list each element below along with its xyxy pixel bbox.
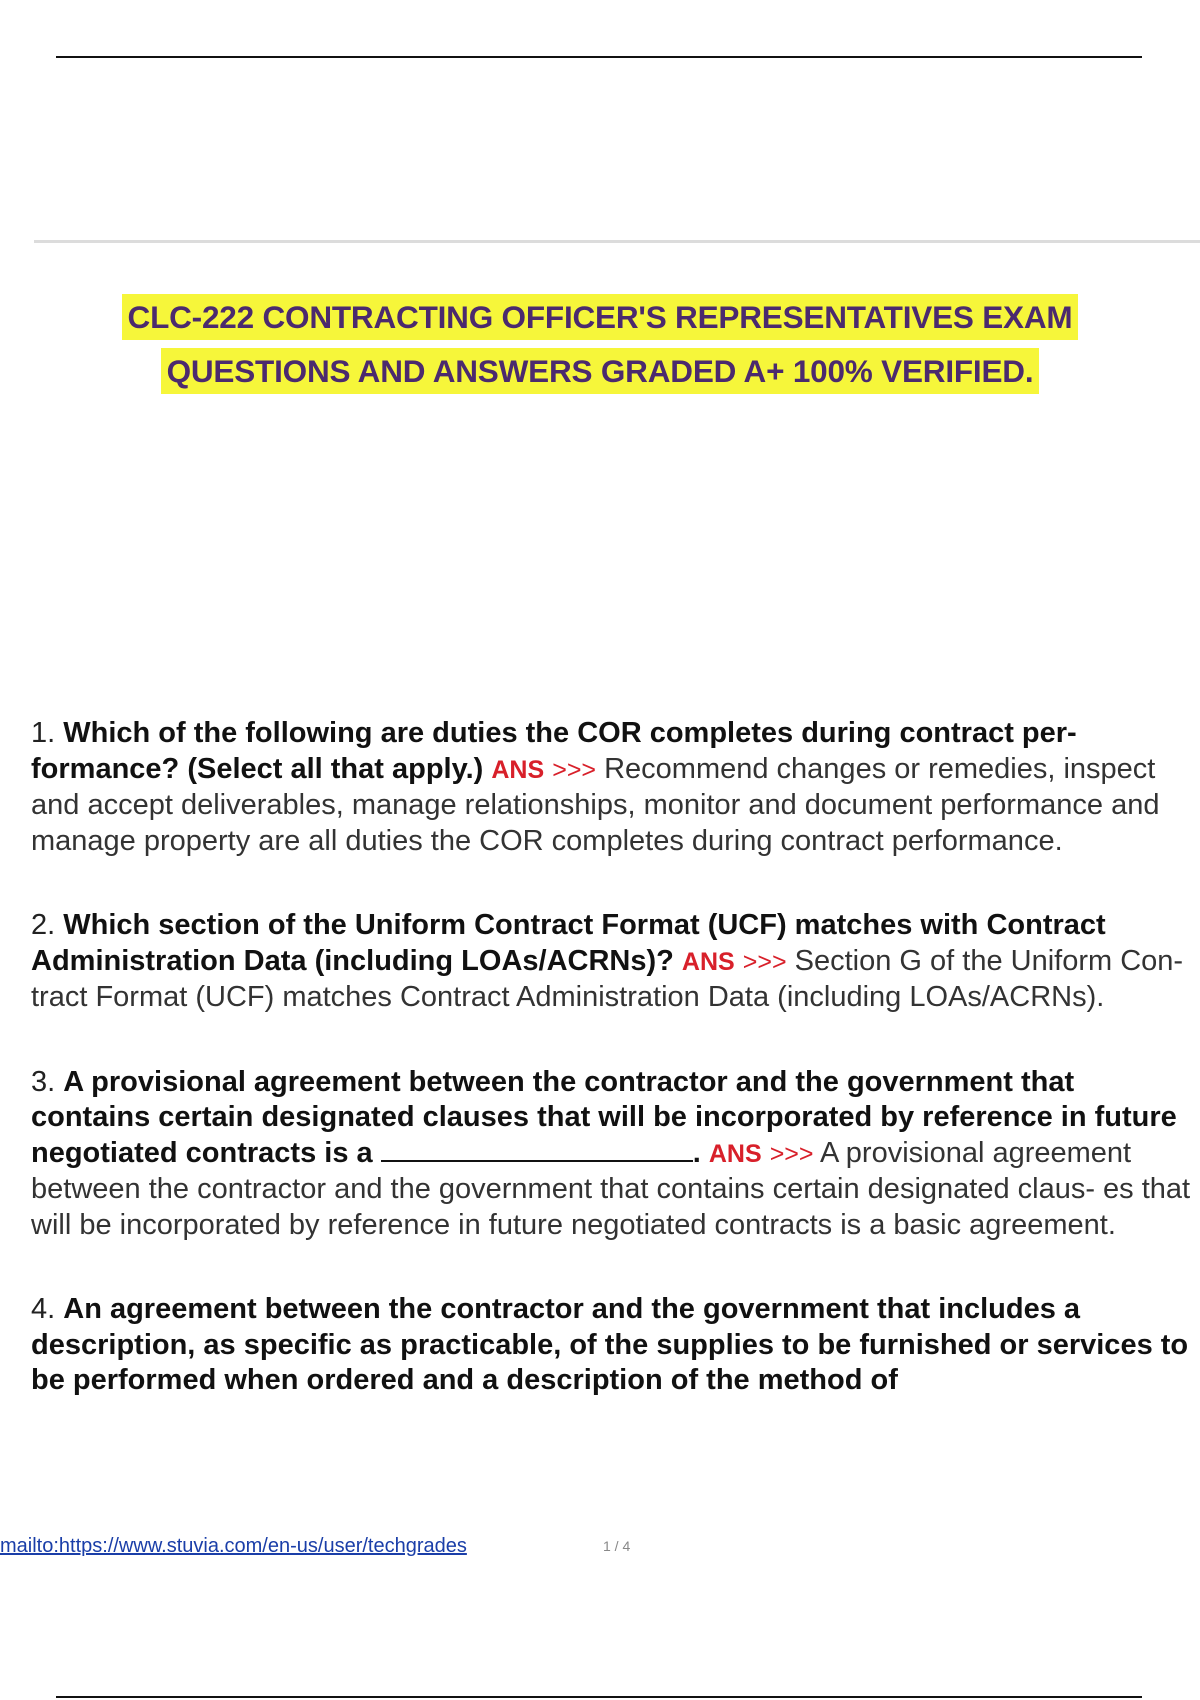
answer-arrows: >>>: [769, 1139, 814, 1168]
question-end-punct: .: [692, 1136, 701, 1169]
bottom-rule: [56, 1696, 1142, 1698]
question-number: 3.: [31, 1065, 56, 1098]
title-line-2: QUESTIONS AND ANSWERS GRADED A+ 100% VERIFIED.: [161, 348, 1040, 394]
fill-in-blank: [381, 1136, 693, 1162]
title-line-1: CLC-222 CONTRACTING OFFICER'S REPRESENTATIVES EXAM: [122, 294, 1079, 340]
qa-item-3: [31, 1065, 1200, 1244]
page-number: 1 / 4: [603, 1538, 631, 1554]
question-text: A provisional agreement between the contractor and the government that contains certain designated clauses that will be incorporated by reference in future negotiated contracts is a: [31, 1065, 1177, 1169]
answer-label: ANS: [708, 1139, 762, 1168]
question-number: 4.: [31, 1293, 56, 1325]
page-footer: [0, 1535, 1200, 1563]
document-title: [0, 290, 1200, 398]
qa-item-1: [31, 716, 1200, 859]
question-number: 1.: [31, 717, 56, 749]
answer-text: A provisional agreement between the contractor and the government that contains certain designated claus- es that will be incorporated by reference in future negotiated contracts is a basic agreement.: [31, 1136, 1191, 1241]
answer-text: Recommend changes or remedies, inspect and accept deliverables, manage relationships, monitor and document performance and manage property are all duties the COR completes during contract performance.: [31, 752, 1160, 857]
answer-label: ANS: [491, 755, 545, 784]
answer-arrows: >>>: [552, 755, 597, 784]
question-number: 2.: [31, 909, 56, 941]
footer-link[interactable]: mailto:https://www.stuvia.com/en-us/user/techgrades: [0, 1535, 467, 1557]
qa-item-2: [31, 908, 1200, 1016]
qa-list: [31, 716, 1200, 1448]
question-text: An agreement between the contractor and the government that includes a description, as specific as practicable, of the supplies to be furnished or services to be performed when ordered and a description of the method of: [31, 1293, 1189, 1396]
question-text: Which of the following are duties the COR completes during contract per- formance? (Select all that apply.): [31, 717, 1077, 785]
top-rule: [56, 56, 1142, 58]
qa-item-4: [31, 1292, 1200, 1399]
answer-arrows: >>>: [742, 947, 787, 976]
answer-label: ANS: [681, 947, 735, 976]
question-text: Which section of the Uniform Contract Format (UCF) matches with Contract Administration Data (including LOAs/ACRNs)?: [31, 909, 1106, 977]
header-divider: [34, 240, 1200, 243]
answer-text: Section G of the Uniform Con- tract Format (UCF) matches Contract Administration Data (including LOAs/ACRNs).: [31, 944, 1184, 1013]
